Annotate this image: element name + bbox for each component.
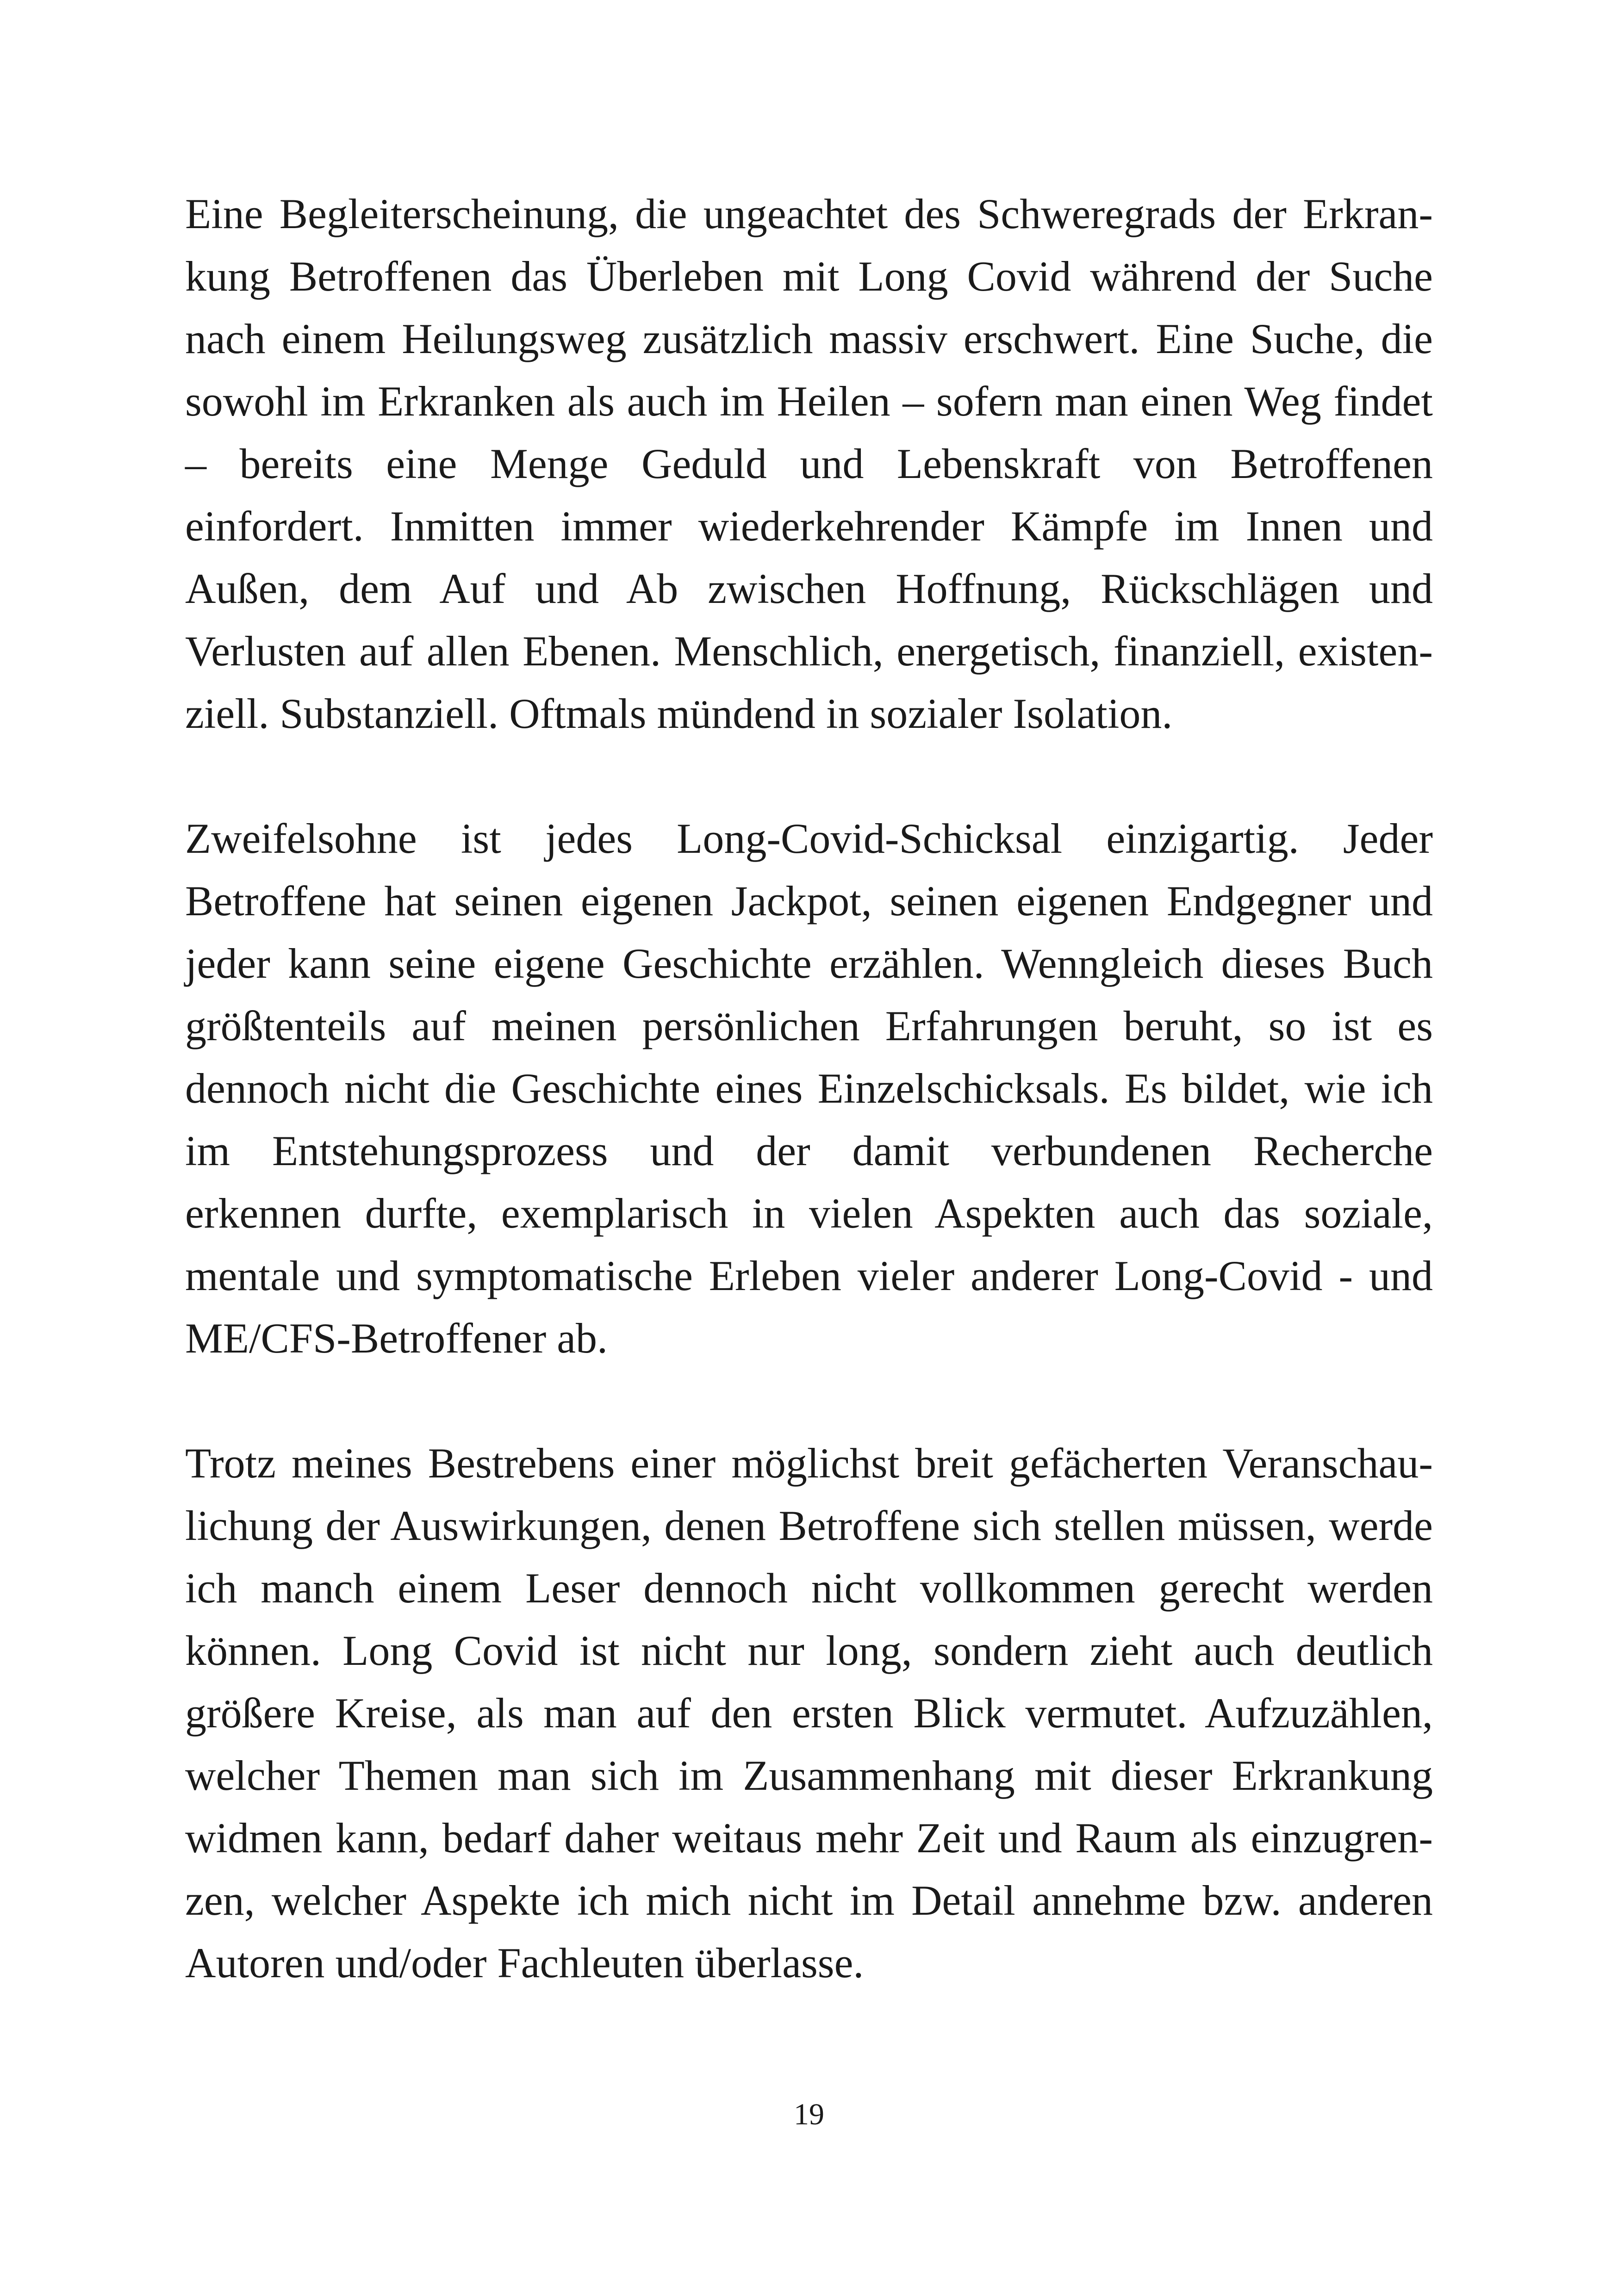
text-line: größere Kreise, als man auf den ersten Blick vermutet. Aufzuzählen, bbox=[185, 1689, 1433, 1737]
text-line: Trotz meines Bestrebens einer möglichst breit gefächerten Veranschau- bbox=[185, 1440, 1433, 1487]
page-number: 19 bbox=[794, 2097, 824, 2131]
text-line: Autoren und/oder Fachleuten überlasse. bbox=[185, 1939, 864, 1986]
text-line: zen, welcher Aspekte ich mich nicht im Detail annehme bzw. anderen bbox=[185, 1877, 1433, 1924]
text-line: Verlusten auf allen Ebenen. Menschlich, energetisch, finanziell, existen- bbox=[185, 627, 1433, 675]
text-line: größtenteils auf meinen persönlichen Erfahrungen beruht, so ist es bbox=[185, 1002, 1433, 1049]
text-line: welcher Themen man sich im Zusammenhang mit dieser Erkrankung bbox=[185, 1752, 1433, 1799]
text-line: im Entstehungsprozess und der damit verbundenen Recherche bbox=[185, 1127, 1433, 1174]
text-line: – bereits eine Menge Geduld und Lebenskraft von Betroffenen bbox=[185, 440, 1433, 487]
text-line: Außen, dem Auf und Ab zwischen Hoffnung, Rückschlägen und bbox=[185, 565, 1433, 612]
text-line: lichung der Auswirkungen, denen Betroffene sich stellen müssen, werde bbox=[185, 1502, 1433, 1549]
paragraph-gap bbox=[185, 745, 1433, 807]
text-line: nach einem Heilungsweg zusätzlich massiv erschwert. Eine Suche, die bbox=[185, 315, 1433, 362]
paragraph-gap bbox=[185, 1370, 1433, 1432]
text-line: erkennen durfte, exemplarisch in vielen Aspekten auch das soziale, bbox=[185, 1190, 1433, 1237]
text-line: widmen kann, bedarf daher weitaus mehr Zeit und Raum als einzugren- bbox=[185, 1814, 1433, 1862]
text-line: jeder kann seine eigene Geschichte erzählen. Wenngleich dieses Buch bbox=[185, 940, 1433, 987]
text-line: ME/CFS-Betroffener ab. bbox=[185, 1315, 608, 1362]
text-line: ziell. Substanziell. Oftmals mündend in sozialer Isolation. bbox=[185, 690, 1173, 737]
text-line: ich manch einem Leser dennoch nicht vollkommen gerecht werden bbox=[185, 1564, 1433, 1612]
paragraph-2 bbox=[185, 807, 1433, 1370]
text-line: kung Betroffenen das Überleben mit Long Covid während der Suche bbox=[185, 253, 1433, 300]
text-line: dennoch nicht die Geschichte eines Einzelschicksals. Es bildet, wie ich bbox=[185, 1065, 1433, 1112]
text-line: Eine Begleiterscheinung, die ungeachtet des Schweregrads der Erkran- bbox=[185, 190, 1433, 237]
text-line: können. Long Covid ist nicht nur long, sondern zieht auch deutlich bbox=[185, 1627, 1433, 1674]
text-line: sowohl im Erkranken als auch im Heilen – sofern man einen Weg findet bbox=[185, 378, 1433, 425]
text-line: einfordert. Inmitten immer wiederkehrender Kämpfe im Innen und bbox=[185, 503, 1433, 550]
body-text bbox=[185, 183, 1433, 1994]
text-line: Betroffene hat seinen eigenen Jackpot, seinen eigenen Endgegner und bbox=[185, 877, 1433, 925]
paragraph-1 bbox=[185, 183, 1433, 745]
text-line: Zweifelsohne ist jedes Long-Covid-Schicksal einzigartig. Jeder bbox=[185, 815, 1433, 862]
paragraph-3 bbox=[185, 1432, 1433, 1994]
text-line: mentale und symptomatische Erleben vieler anderer Long-Covid - und bbox=[185, 1252, 1433, 1299]
